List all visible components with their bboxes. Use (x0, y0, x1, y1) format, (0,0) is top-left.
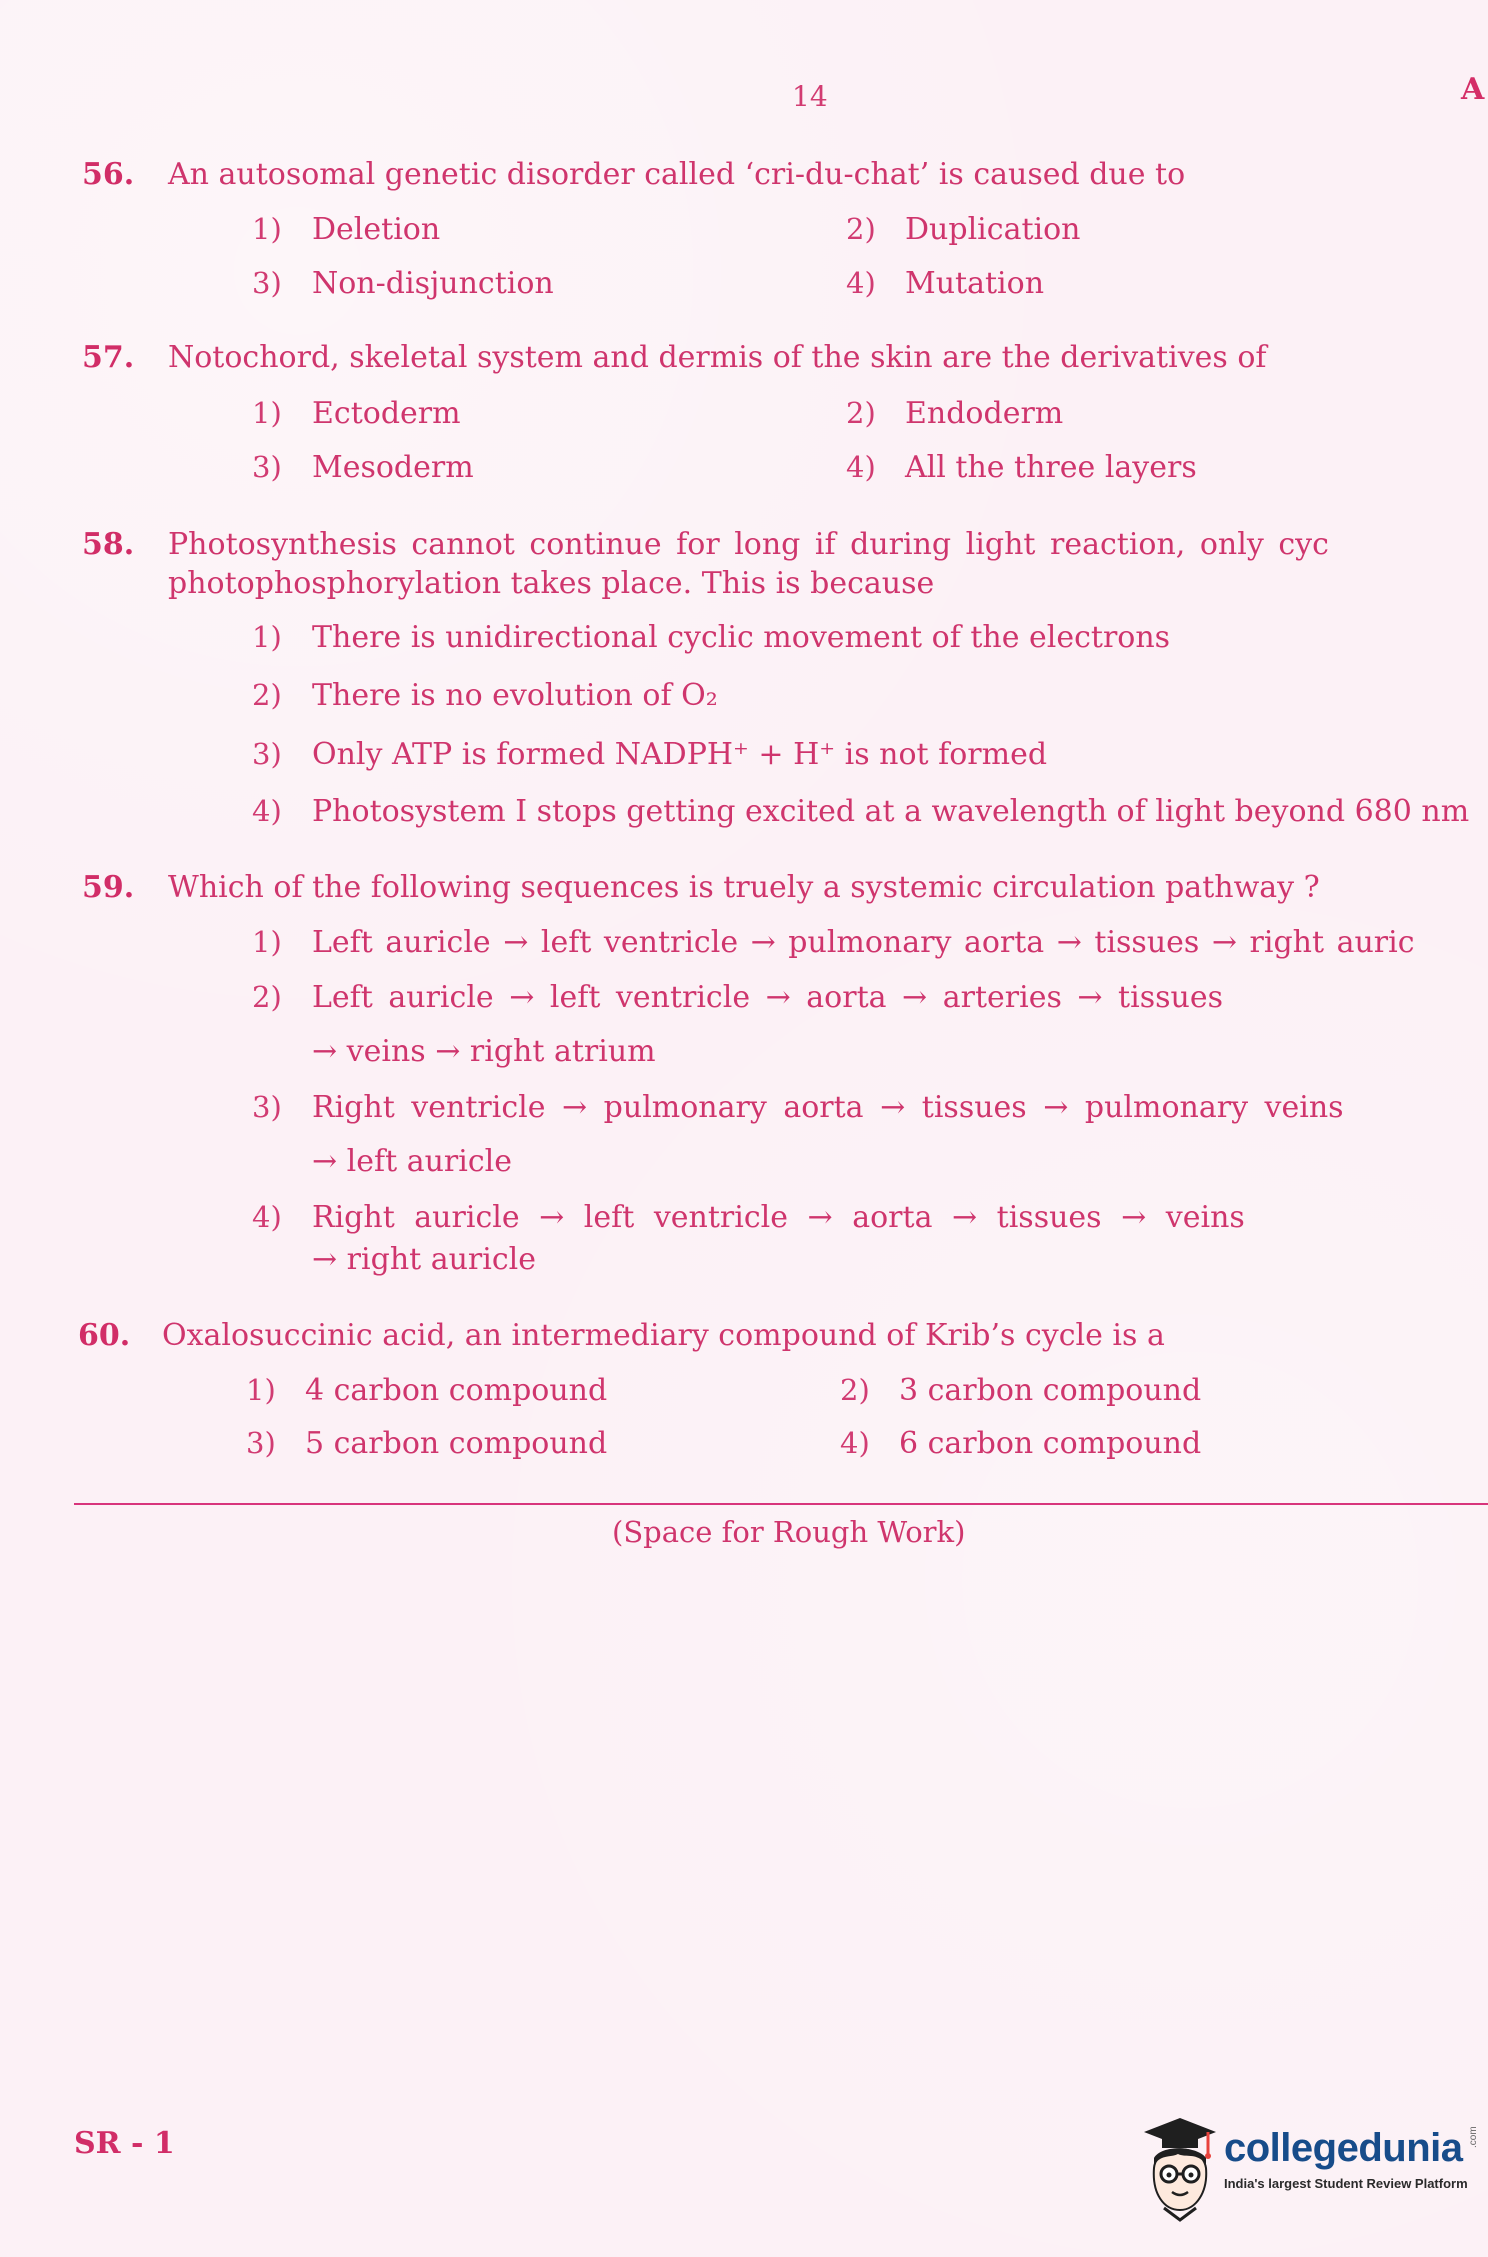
question-text: Notochord, skeletal system and dermis of the skin are the derivatives of (168, 340, 1267, 375)
question-text: An autosomal genetic disorder called ‘cri-du-chat’ is caused due to (168, 157, 1186, 192)
option-number: 3) (252, 1090, 282, 1124)
option-text: Mesoderm (312, 450, 474, 485)
question-number: 56. (82, 157, 135, 192)
question-text: Oxalosuccinic acid, an intermediary compound of Krib’s cycle is a (162, 1318, 1165, 1353)
option-number: 4) (840, 1426, 870, 1460)
option-number: 4) (252, 1200, 282, 1234)
option-text: 3 carbon compound (899, 1373, 1202, 1408)
option-text: There is unidirectional cyclic movement of the electrons (312, 620, 1171, 655)
option-number: 2) (252, 980, 282, 1014)
option-text: There is no evolution of O₂ (312, 678, 718, 713)
option-text: Left auricle → left ventricle → pulmonary aorta → tissues → right auric (312, 925, 1415, 960)
option-number: 1) (252, 620, 282, 654)
option-text: Deletion (312, 212, 441, 247)
option-text: 6 carbon compound (899, 1426, 1202, 1461)
option-text-continued: → left auricle (312, 1144, 513, 1179)
option-number: 4) (846, 266, 876, 300)
page-number: 14 (792, 80, 828, 113)
option-number: 1) (252, 925, 282, 959)
option-text: 5 carbon compound (305, 1426, 608, 1461)
option-number: 1) (252, 396, 282, 430)
option-number: 1) (246, 1373, 276, 1407)
option-text: Photosystem I stops getting excited at a wavelength of light beyond 680 nm (312, 794, 1470, 829)
question-text: Which of the following sequences is truely a systemic circulation pathway ? (168, 870, 1320, 905)
option-text: Right auricle → left ventricle → aorta → tissues → veins (312, 1200, 1245, 1235)
option-number: 3) (252, 266, 282, 300)
option-number: 3) (252, 737, 282, 771)
sr-code: SR - 1 (74, 2126, 175, 2161)
option-text: 4 carbon compound (305, 1373, 608, 1408)
rough-work-label: (Space for Rough Work) (612, 1515, 966, 1549)
set-code: A (1461, 72, 1485, 107)
option-number: 2) (252, 678, 282, 712)
brand-tagline: India's largest Student Review Platform (1224, 2176, 1468, 2191)
option-number: 2) (840, 1373, 870, 1407)
brand-name: collegedunia (1224, 2126, 1463, 2170)
option-number: 3) (252, 450, 282, 484)
question-number: 57. (82, 340, 135, 375)
option-text: All the three layers (905, 450, 1197, 485)
option-text-continued: → right auricle (312, 1242, 537, 1277)
student-mascot-icon (1136, 2114, 1220, 2224)
option-number: 1) (252, 212, 282, 246)
question-text-continued: photophosphorylation takes place. This is because (168, 566, 935, 601)
option-text: Endoderm (905, 396, 1064, 431)
brand-com: .com (1468, 2126, 1479, 2148)
option-text: Only ATP is formed NADPH⁺ + H⁺ is not formed (312, 737, 1048, 772)
option-text: Left auricle → left ventricle → aorta → arteries → tissues (312, 980, 1223, 1015)
option-number: 4) (846, 450, 876, 484)
option-text: Non-disjunction (312, 266, 554, 301)
option-number: 2) (846, 212, 876, 246)
option-text: Right ventricle → pulmonary aorta → tissues → pulmonary veins (312, 1090, 1344, 1125)
option-number: 3) (246, 1426, 276, 1460)
option-text: Duplication (905, 212, 1081, 247)
option-number: 4) (252, 794, 282, 828)
question-number: 59. (82, 870, 135, 905)
option-number: 2) (846, 396, 876, 430)
rough-work-divider (74, 1503, 1488, 1505)
question-text: Photosynthesis cannot continue for long if during light reaction, only cyc (168, 527, 1329, 562)
option-text-continued: → veins → right atrium (312, 1034, 656, 1069)
question-number: 60. (78, 1318, 131, 1353)
brand-logo (1136, 2114, 1479, 2232)
question-number: 58. (82, 527, 135, 562)
option-text: Ectoderm (312, 396, 461, 431)
option-text: Mutation (905, 266, 1045, 301)
